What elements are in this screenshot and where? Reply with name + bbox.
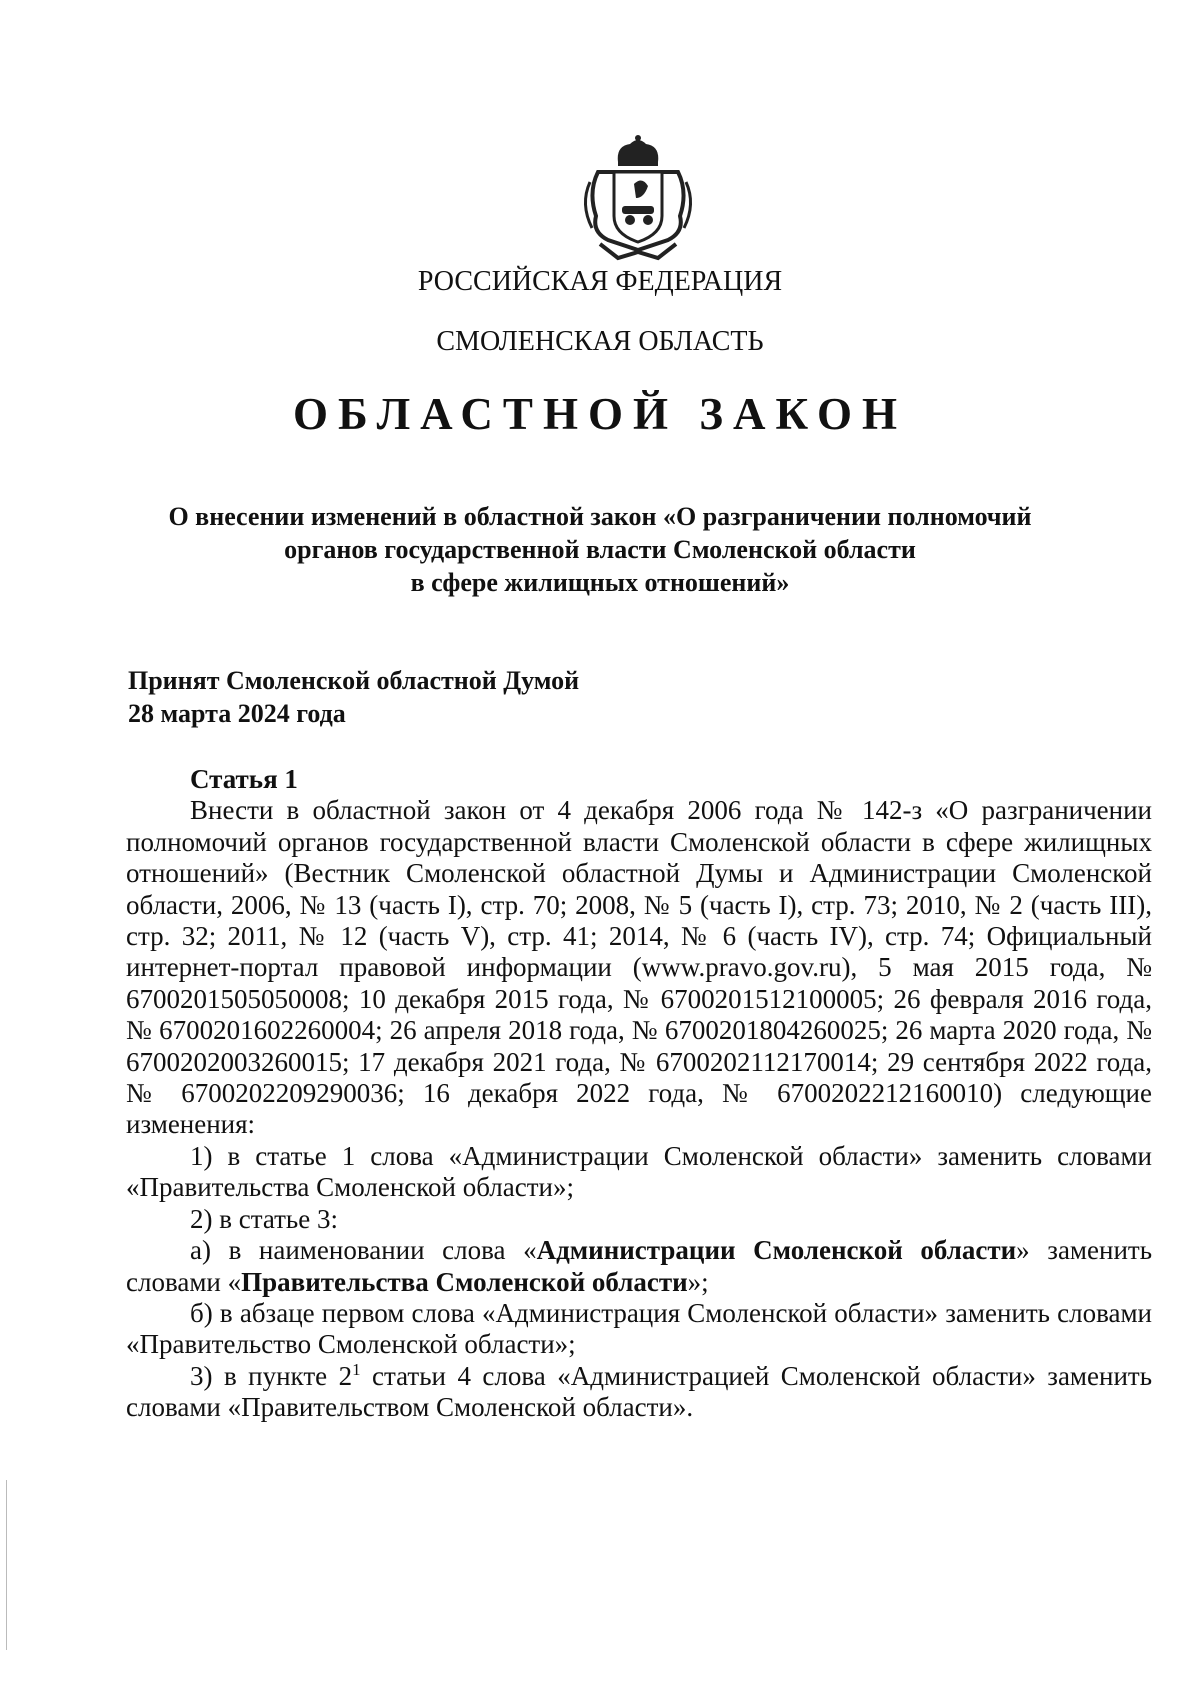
country-heading: РОССИЙСКАЯ ФЕДЕРАЦИЯ [417,266,783,297]
item-2a-old-name: Администрации Смоленской области [536,1235,1017,1266]
item-2a-text-end: »; [687,1266,709,1297]
item-2a-text-start: а) в наименовании слова « [190,1235,537,1266]
item-2a-new-name: Правительства Смоленской области [241,1266,688,1297]
subject-line-2: органов государственной власти Смоленской области [284,535,916,564]
amendment-item-1: 1) в статье 1 слова «Администрации Смоленской области» заменить словами «Правительства Смоленской области»; [126,1140,1152,1203]
document-type-title: ОБЛАСТНОЙ ЗАКОН [293,389,907,439]
adoption-date: 28 марта 2024 года [128,699,346,728]
amendment-item-2: 2) в статье 3: [190,1203,338,1234]
item-2a-text-middle: » заменить словами « [126,1235,1153,1297]
region-heading: СМОЛЕНСКАЯ ОБЛАСТЬ [436,326,764,357]
amendment-item-3 [126,1361,1152,1424]
adoption-note [128,664,579,730]
law-subject [130,500,1070,599]
item-3-text-start: 3) в пункте 2 [190,1360,353,1391]
amendment-item-2a [126,1235,1152,1298]
article-1 [126,764,1152,1424]
adopted-by: Принят Смоленской областной Думой [128,666,580,695]
subject-line-3: в сфере жилищных отношений» [410,568,790,597]
subject-line-1: О внесении изменений в областной закон «О разграничении полномочий [168,502,1032,531]
scan-edge-line [6,1480,7,1650]
item-3-text-end: статьи 4 слова «Администрацией Смоленской области» заменить словами «Правительством Смоленской области». [126,1360,1153,1423]
item-3-superscript: 1 [352,1359,361,1379]
article-intro-paragraph: Внести в областной закон от 4 декабря 2006 года № 142-з «О разграничении полномочий органов государственной власти Смоленской области в сфере жилищных отношений» (Вестник Смоленской областной Думы и Администрации Смоленской области, 2006, № 13 (часть I), стр. 70; 2008, № 5 (часть I), стр. 73; 2010, № 2 (часть III), стр. 32; 2011, № 12 (часть V), стр. 41; 2014, № 6 (часть IV), стр. 74; Официальный интернет-портал правовой информации (www.pravo.gov.ru), 5 мая 2015 года, № 6700201505050008; 10 декабря 2015 года, № 6700201512100005; 26 февраля 2016 года, № 6700201602260004; 26 апреля 2018 года, № 6700201804260025; 26 марта 2020 года, № 6700202003260015; 17 декабря 2021 года, № 6700202112170014; 29 сентября 2022 года, № 6700202209290036; 16 декабря 2022 года, № 6700202212160010) следующие изменения: [126,795,1152,1140]
article-heading: Статья 1 [190,764,298,794]
amendment-item-2b: б) в абзаце первом слова «Администрация Смоленской области» заменить словами «Правительство Смоленской области»; [126,1297,1152,1360]
smolensk-coat-of-arms-icon [578,132,698,264]
